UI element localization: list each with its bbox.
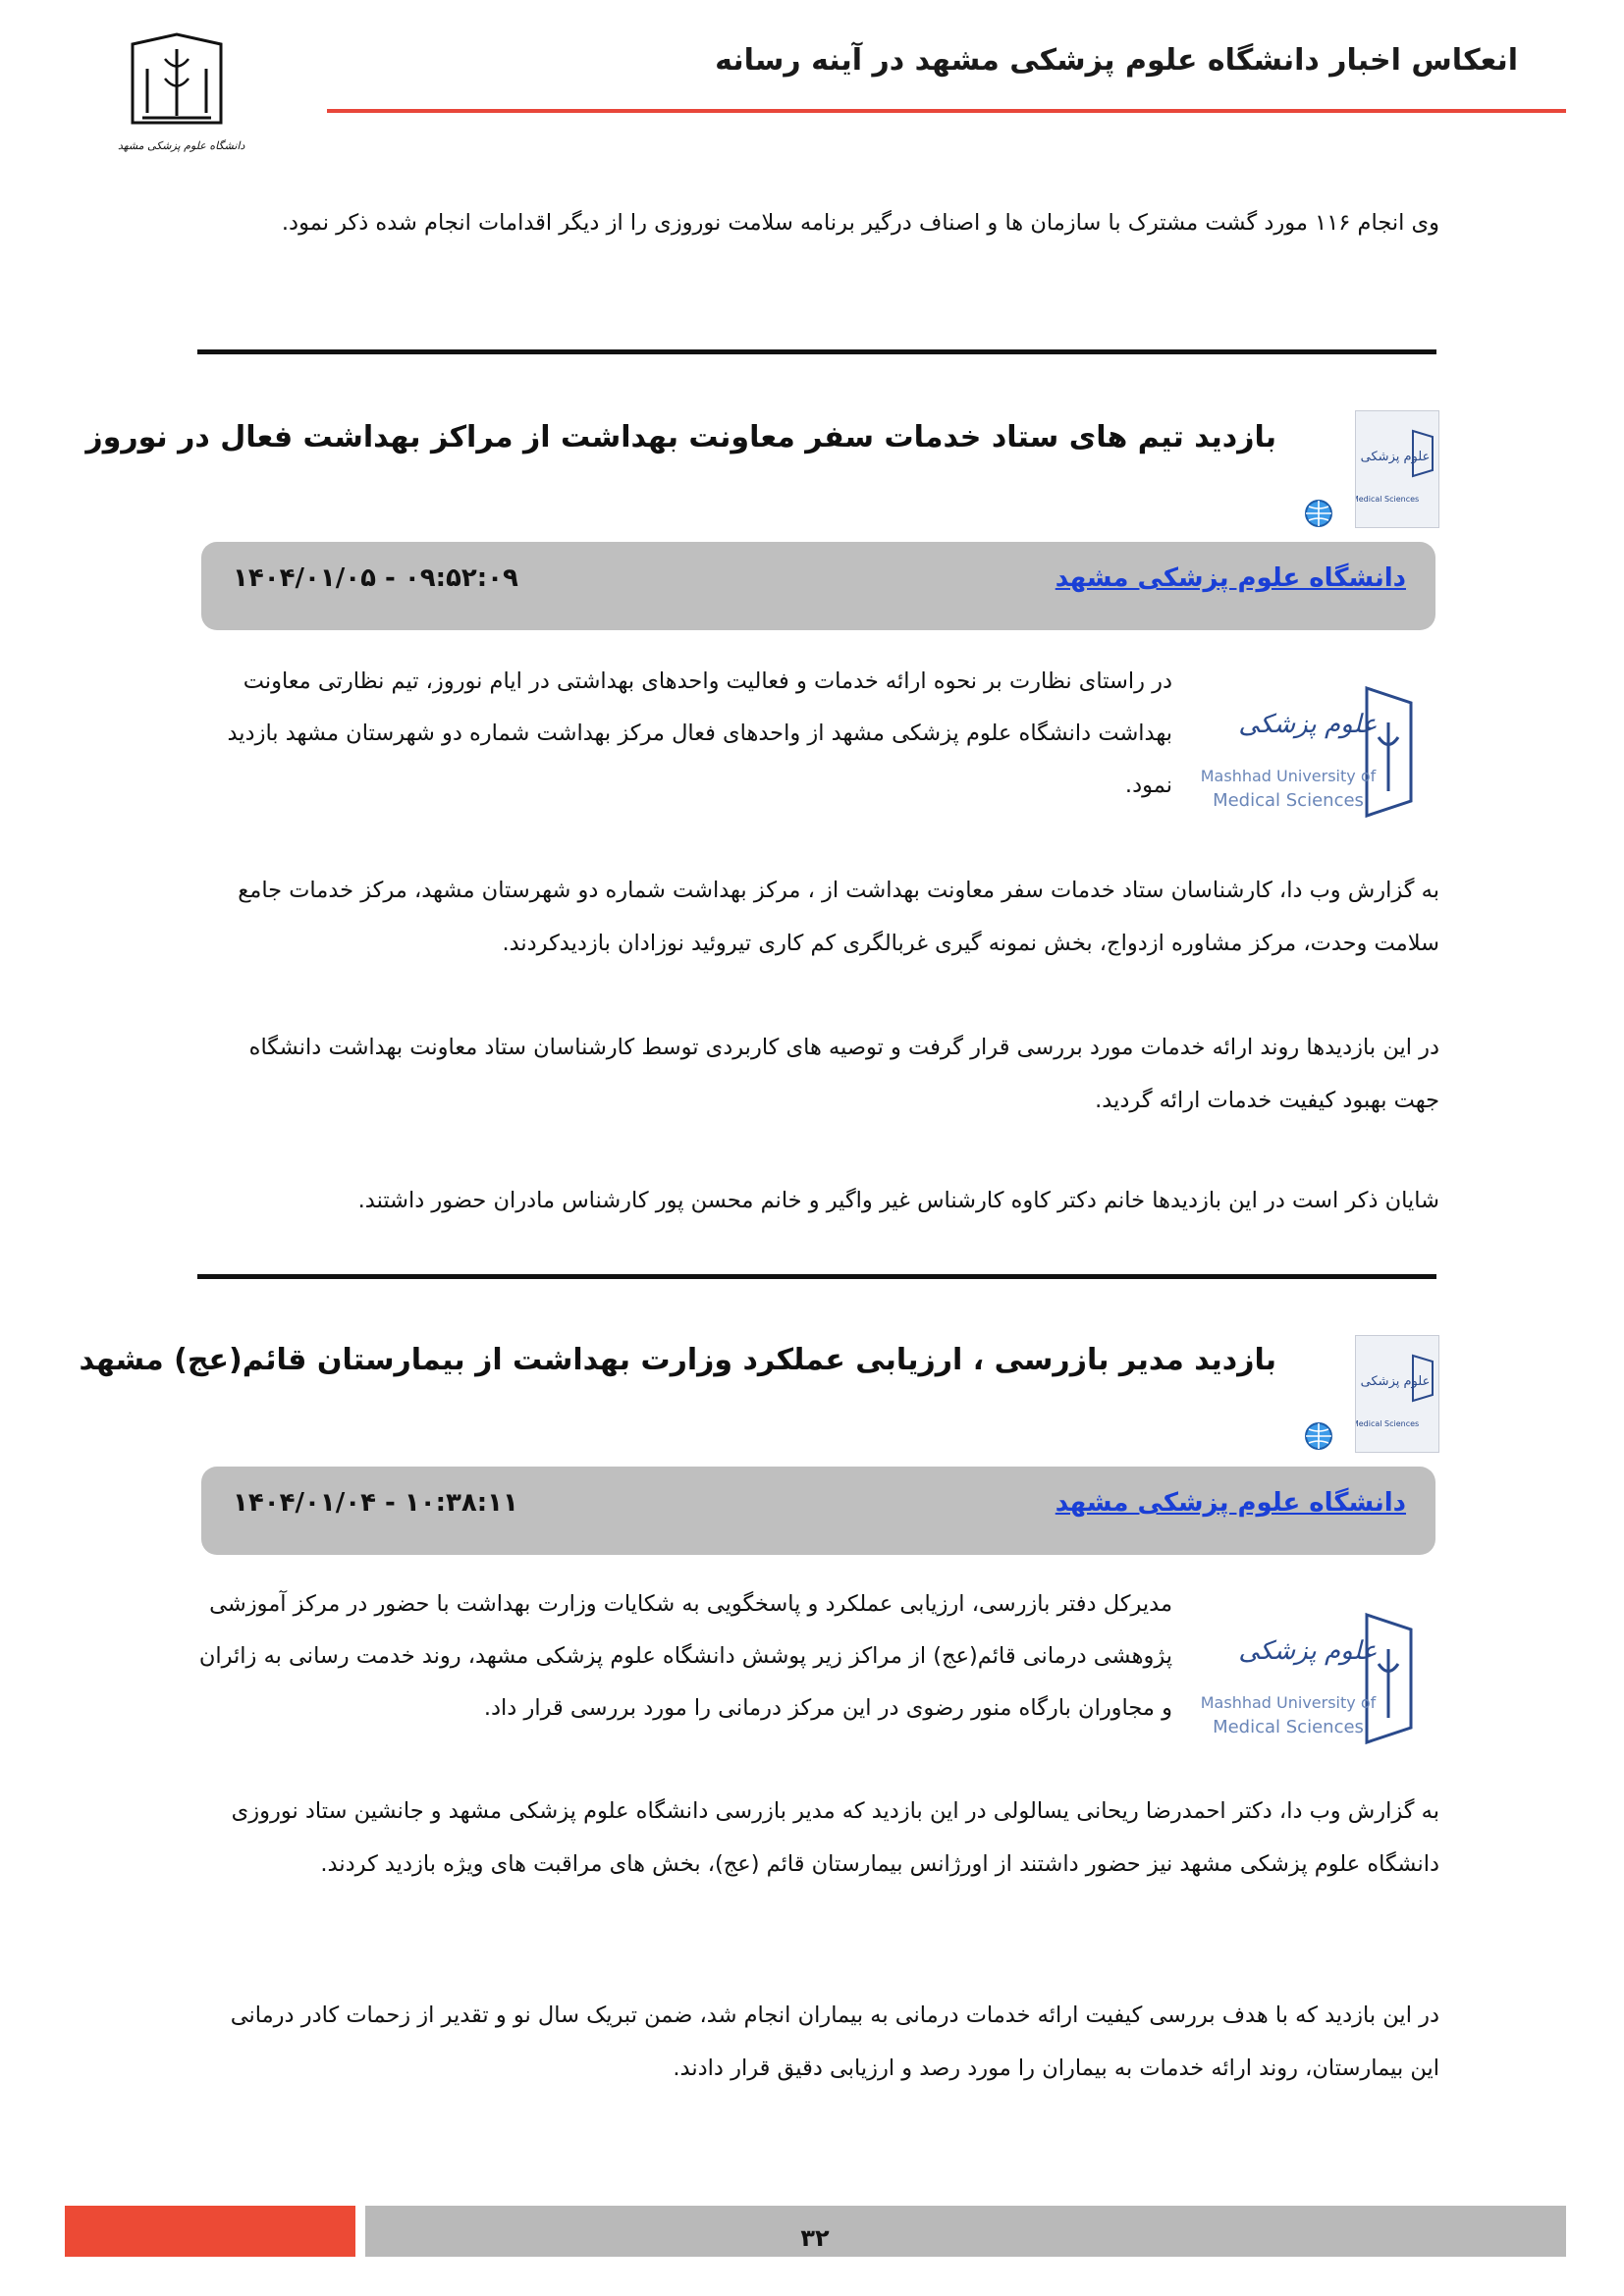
svg-text:Medical Sciences: Medical Sciences (1356, 495, 1420, 504)
article-paragraph: در این بازدید که با هدف بررسی کیفیت ارائه خدمات درمانی به بیماران انجام شد، ضمن تبریک سال نو و تقدیر از زحمات کادر درمانی این بیمارستان، روند ارائه خدمات به بیماران را مورد رصد و ارزیابی دقیق قرار دادند. (230, 2002, 1439, 2081)
article-paragraph: به گزارش وب دا، دکتر احمدرضا ریحانی یسالولی در این بازدید که مدیر بازرسی دانشگاه علوم پزشکی مشهد و جانشین ستاد نوروزی دانشگاه علوم پزشکی مشهد نیز حضور داشتند از اورژانس بیمارستان قائم (عج)، بخش های مراقبت های ویژه بازدید کردند. (231, 1798, 1439, 1877)
article-paragraph: در این بازدیدها روند ارائه خدمات مورد بررسی قرار گرفت و توصیه های کاربردی توسط کارشناسان ستاد معاونت بهداشت دانشگاه جهت بهبود کیفیت خدمات ارائه گردید. (248, 1035, 1439, 1113)
article-meta-bar (201, 542, 1435, 630)
article-lead: مدیرکل دفتر بازرسی، ارزیابی عملکرد و پاسخگویی به شکایات وزارت بهداشت با حضور در مرکز آموزشی پژوهشی درمانی قائم(عج) از مراکز زیر پوشش دانشگاه علوم پزشکی مشهد، روند خدمت رسانی به زائران و مجاوران بارگاه منور رضوی در این مرکز درمانی را مورد بررسی قرار داد. (198, 1591, 1172, 1721)
globe-icon[interactable] (1304, 499, 1333, 528)
footer-accent-bar (65, 2206, 355, 2257)
article-divider (197, 349, 1436, 354)
logo-caption: دانشگاه علوم پزشکی مشهد (118, 139, 245, 152)
article-thumbnail (1200, 654, 1435, 832)
article-lead: در راستای نظارت بر نحوه ارائه خدمات و فعالیت واحدهای بهداشتی در ایام نوروز، تیم نظارتی معاونت بهداشت دانشگاه علوم پزشکی مشهد از واحدهای فعال مرکز بهداشت شماره دو شهرستان مشهد بازدید نمود. (227, 668, 1172, 798)
svg-text:علوم پزشکی: علوم پزشکی (1238, 1636, 1378, 1666)
university-logo (118, 29, 245, 167)
article-datetime: ۱۴۰۴/۰۱/۰۵ - ۰۹:۵۲:۰۹ (233, 563, 518, 593)
header-rule (327, 109, 1566, 113)
footer-bar (365, 2206, 1566, 2257)
svg-text:Medical Sciences: Medical Sciences (1356, 1419, 1420, 1428)
article-title: بازدید مدیر بازرسی ، ارزیابی عملکرد وزارت بهداشت از بیمارستان قائم(عج) مشهد (79, 1343, 1276, 1377)
intro-paragraph: وی انجام ۱۱۶ مورد گشت مشترک با سازمان ها و اصناف درگیر برنامه سلامت نوروزی را از دیگر اقدامات انجام شده ذکر نمود. (281, 210, 1439, 236)
article-source-link[interactable]: دانشگاه علوم پزشکی مشهد (1055, 1488, 1406, 1518)
article-meta-bar (201, 1467, 1435, 1555)
article-thumbnail (1200, 1580, 1435, 1759)
svg-text:علوم پزشکی: علوم پزشکی (1360, 450, 1431, 464)
article-paragraph: به گزارش وب دا، کارشناسان ستاد خدمات سفر معاونت بهداشت از ، مرکز بهداشت شماره دو شهرستان مشهد، مرکز خدمات جامع سلامت وحدت، مرکز مشاوره ازدواج، بخش نمونه گیری غربالگری کم کاری تیروئید نوزادان بازدیدکردند. (238, 878, 1439, 956)
svg-text:Mashhad University of: Mashhad University of (1200, 767, 1377, 785)
article-paragraph: شایان ذکر است در این بازدیدها خانم دکتر کاوه کارشناس غیر واگیر و خانم محسن پور کارشناس مادران حضور داشتند. (357, 1188, 1439, 1213)
document-header-title: انعکاس اخبار دانشگاه علوم پزشکی مشهد در آینه رسانه (715, 43, 1518, 78)
page-number: ۳۲ (800, 2224, 830, 2252)
svg-text:علوم پزشکی: علوم پزشکی (1360, 1374, 1431, 1389)
svg-text:Mashhad University of: Mashhad University of (1200, 1693, 1377, 1712)
globe-icon[interactable] (1304, 1421, 1333, 1451)
article-datetime: ۱۴۰۴/۰۱/۰۴ - ۱۰:۳۸:۱۱ (233, 1488, 518, 1518)
article-source-logo (1355, 410, 1439, 528)
article-source-link[interactable]: دانشگاه علوم پزشکی مشهد (1055, 563, 1406, 593)
svg-text:Medical Sciences: Medical Sciences (1213, 790, 1364, 811)
article-title: بازدید تیم های ستاد خدمات سفر معاونت بهداشت از مراکز بهداشت فعال در نوروز (85, 420, 1276, 454)
svg-text:Medical Sciences: Medical Sciences (1213, 1717, 1364, 1737)
svg-text:علوم پزشکی: علوم پزشکی (1238, 710, 1378, 739)
article-divider (197, 1274, 1436, 1279)
article-source-logo (1355, 1335, 1439, 1453)
